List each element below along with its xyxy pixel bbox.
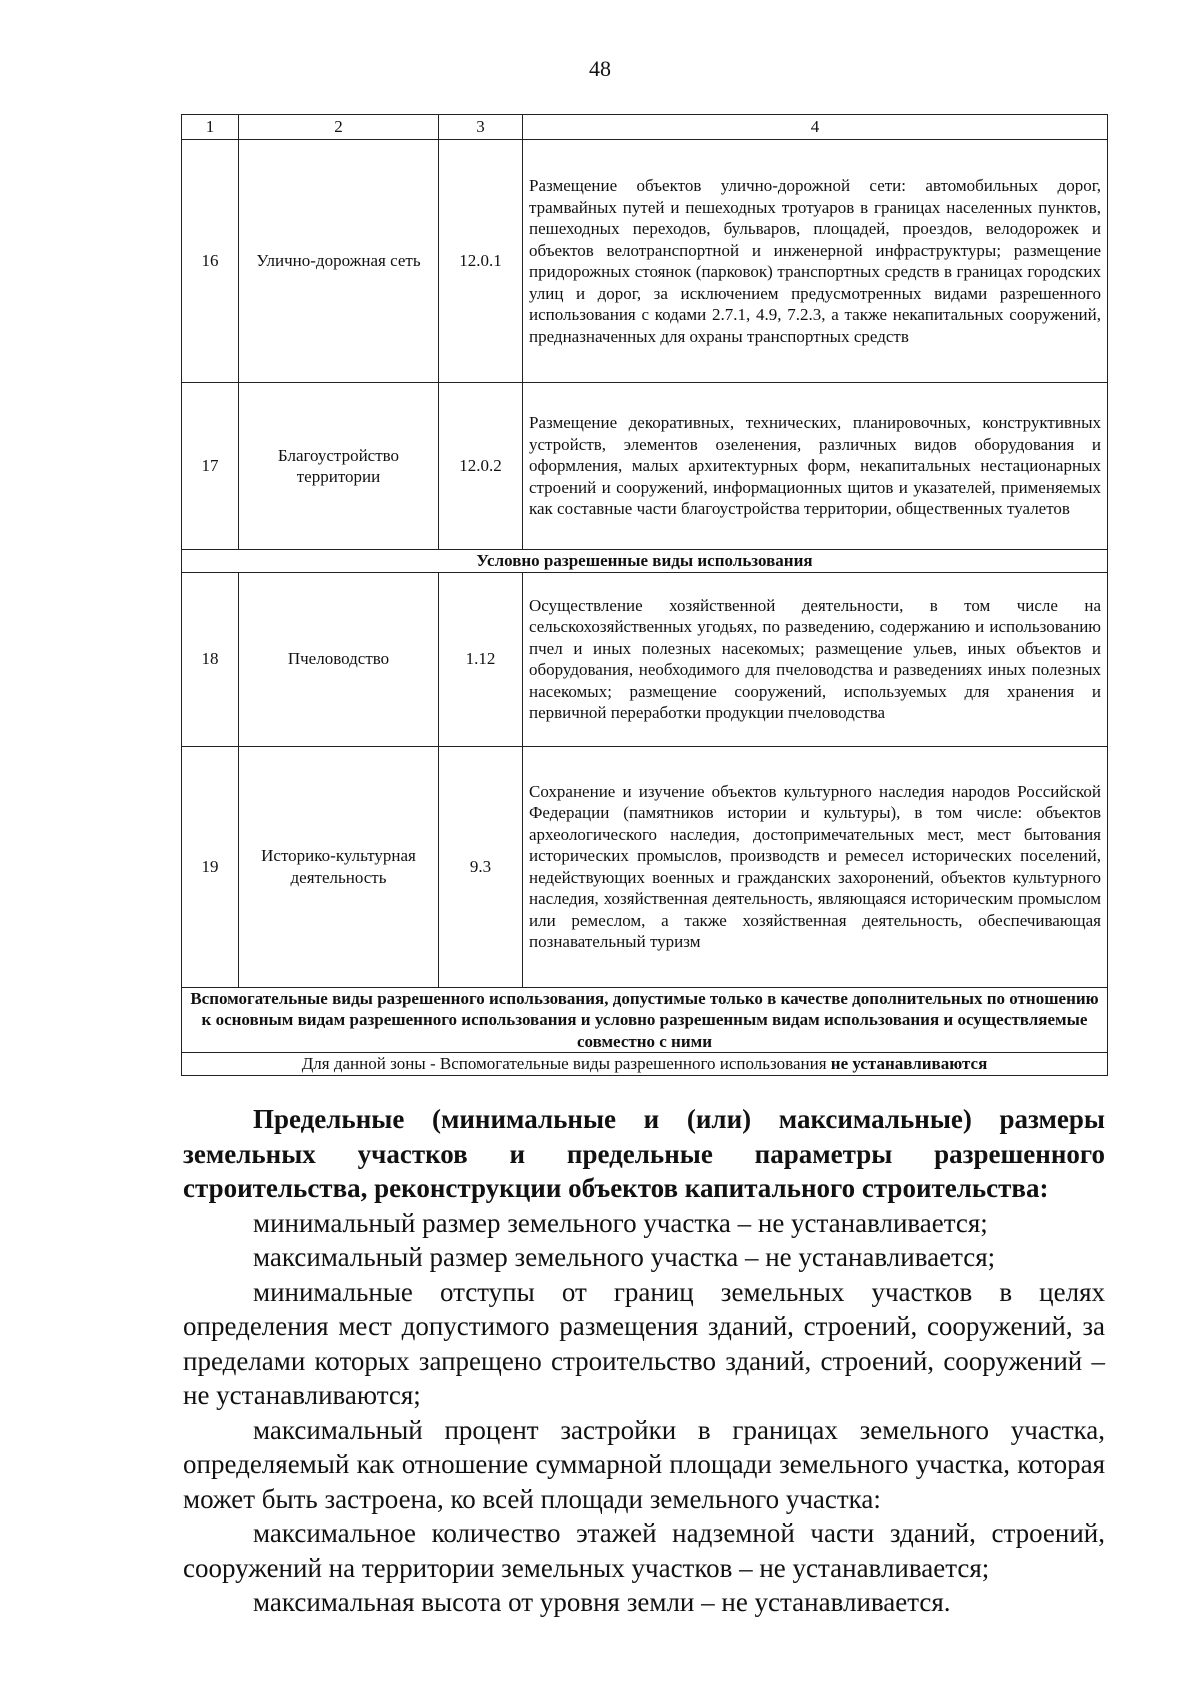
column-header: 2 [239,115,439,140]
row-number: 19 [182,746,239,987]
parameter-item: максимальный размер земельного участка – не устанавливается; [253,1242,996,1272]
footer-row [182,1053,1108,1076]
parameter-item: минимальные отступы от границ земельных участков в целях определения мест допустимого размещения зданий, строений, сооружений, за пределами которых запрещено строительство зданий, строений, сооружений – не устанавливаются; [183,1276,1105,1410]
table-header-row [182,115,1108,140]
use-type-code: 12.0.2 [439,383,523,550]
use-type-description: Осуществление хозяйственной деятельности, в том числе на сельскохозяйственных угодьях, по разведению, содержанию и использованию пчел и иных полезных насекомых; размещение ульев, иных объектов и оборудования, необходимого для пчеловодства и разведениях иных полезных насекомых; размещение сооружений, используемых для хранения и первичной переработки продукции пчеловодства [523,572,1108,746]
use-type-code: 1.12 [439,572,523,746]
column-header: 4 [523,115,1108,140]
land-use-table [181,114,1108,1076]
section-title-auxiliary: Вспомогательные виды разрешенного использования, допустимые только в качестве дополнительных по отношению к основным видам разрешенного использования и условно разрешенным видам использования и осуществляемые совместно с ними [182,987,1108,1053]
table-row [182,383,1108,550]
section-title-conditional: Условно разрешенные виды использования [182,550,1108,573]
use-type-name: Пчеловодство [239,572,439,746]
use-type-description: Сохранение и изучение объектов культурного наследия народов Российской Федерации (памятников истории и культуры), в том числе: объектов археологического наследия, достопримечательных мест, мест бытования исторических промыслов, производств и ремесел исторических поселений, недействующих военных и гражданских захоронений, объектов культурного наследия, хозяйственная деятельность, являющаяся историческим промыслом или ремеслом, а также хозяйственная деятельность, обеспечивающая познавательный туризм [523,746,1108,987]
row-number: 17 [182,383,239,550]
page-number: 48 [589,56,611,81]
table-row [182,746,1108,987]
parameter-item: максимальная высота от уровня земли – не устанавливается. [253,1587,951,1617]
row-number: 18 [182,572,239,746]
use-type-name: Улично-дорожная сеть [239,140,439,383]
table-row [182,572,1108,746]
footer-note-emphasis: не устанавливаются [830,1054,988,1073]
use-type-name: Историко-культурная деятельность [239,746,439,987]
parameter-item: минимальный размер земельного участка – не устанавливается; [253,1207,988,1238]
footer-note [182,1053,1108,1076]
use-type-code: 9.3 [439,746,523,987]
footer-note-text: Для данной зоны - Вспомогательные виды разрешенного использования [301,1054,831,1073]
parameters-section [183,1102,1105,1620]
use-type-description: Размещение декоративных, технических, планировочных, конструктивных устройств, элементов озеленения, различных видов оборудования и оформления, малых архитектурных форм, некапитальных нестационарных строений и сооружений, информационных щитов и указателей, применяемых как составные части благоустройства территории, общественных туалетов [523,383,1108,550]
section-row [182,550,1108,573]
use-type-name: Благоустройство территории [239,383,439,550]
row-number: 16 [182,140,239,383]
section-row [182,987,1108,1053]
use-type-code: 12.0.1 [439,140,523,383]
parameters-heading: Предельные (минимальные и (или) максимальные) размеры земельных участков и предельные параметры разрешенного строительства, реконструкции объектов капитального строительства: [183,1104,1105,1203]
table-row [182,140,1108,383]
use-type-description: Размещение объектов улично-дорожной сети: автомобильных дорог, трамвайных путей и пешеходных тротуаров в границах населенных пунктов, пешеходных переходов, бульваров, площадей, проездов, велодорожек и объектов велотранспортной и инженерной инфраструктуры; размещение придорожных стоянок (парковок) транспортных средств в границах городских улиц и дорог, за исключением предусмотренных видами разрешенного использования с кодами 2.7.1, 4.9, 7.2.3, а также некапитальных сооружений, предназначенных для охраны транспортных средств [523,140,1108,383]
parameter-item: максимальный процент застройки в границах земельного участка, определяемый как отношение суммарной площади земельного участка, которая может быть застроена, ко всей площади земельного участка: [183,1414,1105,1514]
column-header: 1 [182,115,239,140]
column-header: 3 [439,115,523,140]
parameter-item: максимальное количество этажей надземной части зданий, строений, сооружений на территории земельных участков – не устанавливается; [183,1518,1105,1583]
